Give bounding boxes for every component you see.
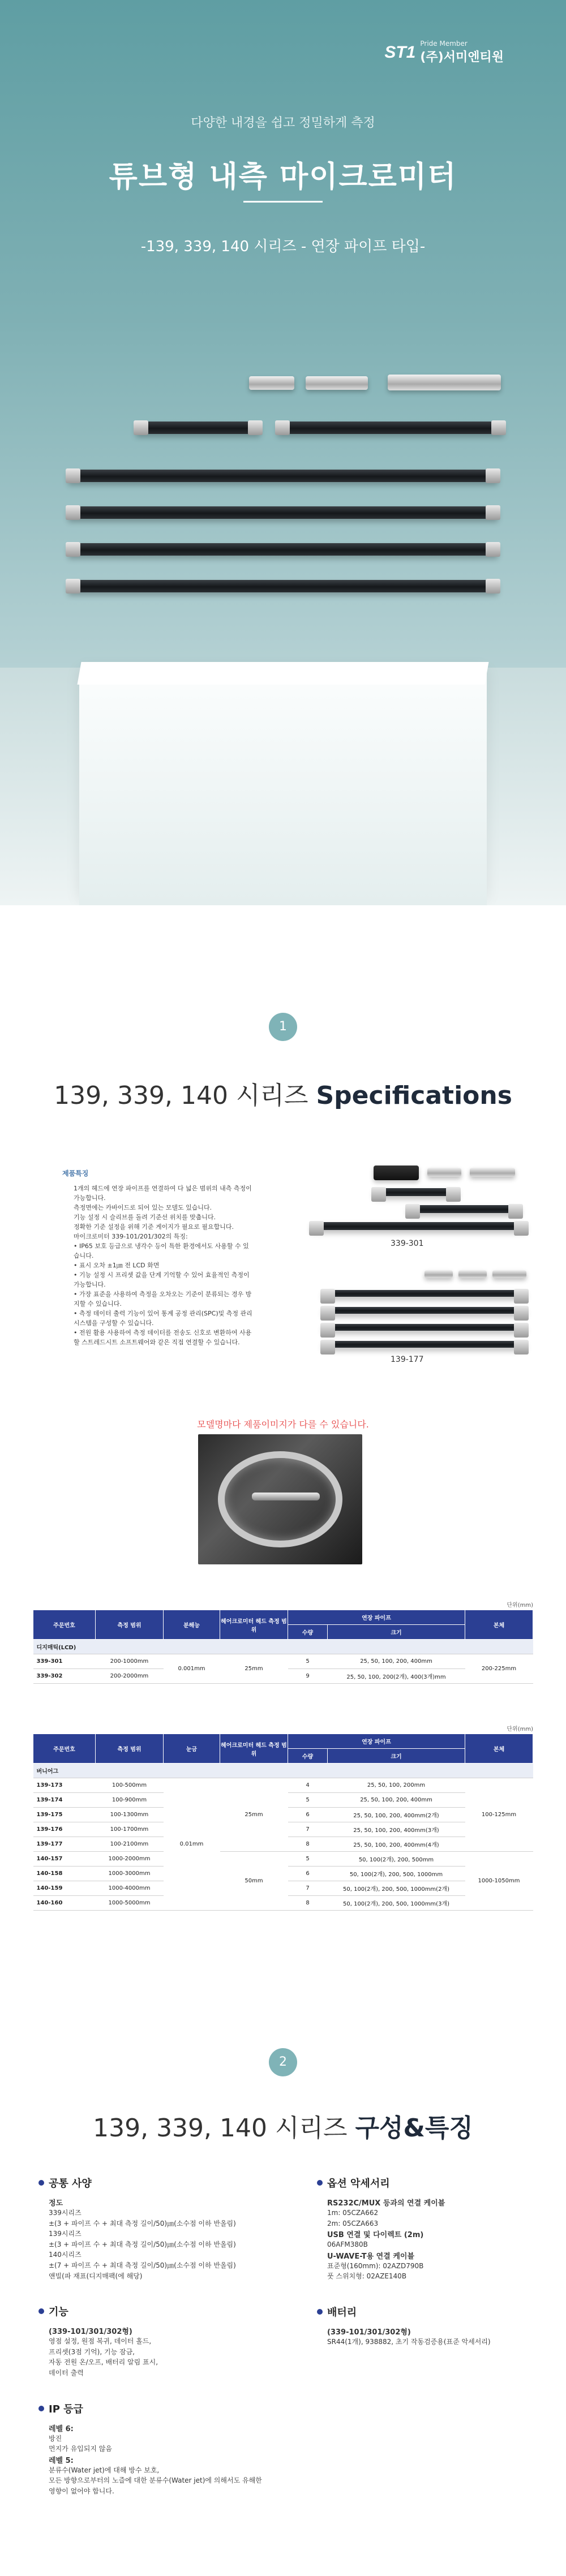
section-1-number: 1 [269, 1013, 297, 1041]
cell: 25, 50, 100, 200mm [328, 1778, 465, 1793]
option-accessory-line: 표준형(160mm): 02AZD790B [327, 2261, 424, 2270]
cell: 8 [288, 1837, 328, 1852]
cell: 50mm [220, 1852, 288, 1911]
cell: 140-159 [33, 1881, 96, 1896]
head-small-1 [427, 1168, 461, 1177]
section-2-title-regular: 139, 339, 140 시리즈 [93, 2114, 348, 2143]
cell: 200-1000mm [96, 1654, 164, 1669]
extension-pipe-1 [68, 470, 498, 482]
fig-pipe-6 [323, 1324, 526, 1331]
cell: 0.001mm [164, 1654, 220, 1684]
feature-line: 마이크로미터 339-101/201/302의 특징: [74, 1232, 188, 1240]
bullet-dot-icon [317, 2309, 323, 2315]
battery-title: 배터리 [327, 2306, 357, 2319]
table-group-label: 디지매틱(LCD) [33, 1640, 533, 1654]
common-spec-line: 140시리즈 [49, 2251, 82, 2259]
cell: 139-174 [33, 1793, 96, 1808]
feature-line: • IP65 보호 등급으로 냉각수 등이 특한 환경에서도 사용할 수 있습니다. [74, 1242, 249, 1259]
function-line: 자동 전원 온/오프, 배터리 알림 표시, [49, 2358, 158, 2367]
features-right-column [317, 2175, 549, 2370]
th-ext-pipe: 연장 파이프 [288, 1610, 465, 1625]
cell: 1000-5000mm [96, 1896, 164, 1911]
function-title: 기능 [49, 2306, 68, 2319]
cell: 6 [288, 1808, 328, 1822]
feature-line: 측정면에는 카바이드로 되어 있는 모델도 있습니다. [74, 1203, 212, 1211]
th-head-range: 헤어크로미터 헤드 측정 범위 [220, 1610, 288, 1640]
spacer [317, 2282, 549, 2304]
cell: 200-225mm [465, 1654, 533, 1684]
ip-rating-line: 방진 [49, 2434, 62, 2442]
cell: 25mm [220, 1778, 288, 1852]
th-head-range: 헤어크로미터 헤드 측정 범위 [220, 1734, 288, 1764]
cell: 100-500mm [96, 1778, 164, 1793]
extension-pipe-3 [68, 543, 498, 556]
cell: 200-2000mm [96, 1669, 164, 1684]
cell: 25, 50, 100, 200(2개), 400(3개)mm [328, 1669, 465, 1684]
ip-rating-line: 분류수(Water jet)에 대해 방수 보호, [49, 2466, 160, 2474]
cell: 7 [288, 1881, 328, 1896]
cell: 1000-2000mm [96, 1852, 164, 1867]
option-accessory-heading [317, 2175, 549, 2190]
cell: 140-157 [33, 1852, 96, 1867]
cell: 339-301 [33, 1654, 96, 1669]
cell: 5 [288, 1852, 328, 1867]
th-resolution: 분해능 [164, 1610, 220, 1640]
th-order-no: 주문번호 [33, 1734, 96, 1764]
cell: 50, 100(2개), 200, 500, 1000mm [328, 1867, 465, 1881]
option-accessory-subheading: USB 연결 및 다이렉트 (2m) [327, 2231, 424, 2240]
cell: 25mm [220, 1654, 288, 1684]
fig-label-339-301: 339-301 [391, 1239, 424, 1248]
battery-line: SR44(1개), 938882, 초기 작동검증용(표준 악세서리) [327, 2337, 491, 2346]
digital-head [374, 1166, 419, 1180]
ip-rating-title: IP 등급 [49, 2403, 83, 2415]
cell: 100-1300mm [96, 1808, 164, 1822]
function-heading [38, 2304, 271, 2319]
feature-line: 기능 설정 시 슬리브를 돌려 기준선 위치를 맞춥니다. [74, 1213, 216, 1221]
cell: 4 [288, 1778, 328, 1793]
pedestal [79, 673, 487, 905]
option-accessory-block [317, 2175, 549, 2304]
cell: 50, 100(2개), 200, 500, 1000mm(2개) [328, 1881, 465, 1896]
cell: 100-125mm [465, 1778, 533, 1852]
th-ext-pipe: 연장 파이프 [288, 1734, 465, 1749]
fig-pipe-3 [311, 1222, 526, 1230]
cell: 8 [288, 1896, 328, 1911]
cell: 25, 50, 100, 200, 400mm(3개) [328, 1822, 465, 1837]
th-qty: 수량 [288, 1625, 328, 1640]
bullet-dot-icon [38, 2308, 44, 2314]
common-spec-line: 139시리즈 [49, 2230, 82, 2238]
feature-line: • 기능 설정 시 프리셋 값을 단계 기억할 수 있어 효율적인 측정이 가능합니다. [74, 1271, 250, 1289]
product-figure [306, 1166, 532, 1369]
hero-series: -139, 339, 140 시리즈 - 연장 파이프 타입- [140, 238, 426, 255]
function-block [38, 2304, 271, 2401]
cell: 25, 50, 100, 200, 400mm [328, 1654, 465, 1669]
vernier-head-2 [458, 1270, 487, 1278]
feature-line: • 표시 오차 ±1㎛ 전 LCD 화면 [74, 1261, 160, 1269]
section-2-title [0, 2108, 566, 2144]
ip-rating-block [38, 2401, 271, 2519]
head-small-2 [470, 1168, 515, 1177]
cell: 139-176 [33, 1822, 96, 1837]
product-photo [198, 1434, 362, 1564]
th-order-no: 주문번호 [33, 1610, 96, 1640]
image-notice: 모델명마다 제품이미지가 다를 수 있습니다. [197, 1419, 369, 1430]
cell: 50, 100(2개), 200, 500mm [328, 1852, 465, 1867]
bullet-dot-icon [38, 2406, 44, 2411]
option-accessory-line: 풋 스위치형: 02AZE140B [327, 2272, 407, 2281]
spacer [38, 2379, 271, 2401]
function-line: 영점 설정, 원점 복귀, 데이터 홀드, [49, 2337, 152, 2346]
extension-pipe-short-2 [277, 422, 504, 434]
feature-line: • 전원 활용 사용하여 측정 데이터를 전송도 신호로 변환하여 사용할 스트레드시트 소프트웨어와 같은 직접 연결할 수 있습니다. [74, 1329, 252, 1347]
ip-rating-subheading: 레벨 6: [49, 2424, 74, 2433]
photo-micrometer [252, 1493, 320, 1500]
hero-divider [243, 201, 323, 203]
hero-subtitle: 다양한 내경을 쉽고 정밀하게 측정 [191, 116, 375, 130]
fig-pipe-1 [374, 1188, 458, 1196]
function-line: 데이터 출력 [49, 2368, 84, 2377]
th-graduation: 눈금 [164, 1734, 220, 1764]
cell: 9 [288, 1669, 328, 1684]
option-accessory-line: 2m: 05CZA663 [327, 2219, 379, 2227]
option-accessory-subheading: RS232C/MUX 등과의 연결 케이블 [327, 2199, 445, 2208]
battery-block [317, 2304, 549, 2370]
fig-label-139-177: 139-177 [391, 1355, 424, 1364]
th-size: 크기 [328, 1749, 465, 1764]
common-spec-line: ±(3 + 파이프 수 + 최대 측정 길이/50)㎛(소수점 이하 반올림) [49, 2219, 236, 2227]
ip-rating-heading [38, 2401, 271, 2416]
table-1-unit: 단위(mm) [507, 1602, 533, 1609]
extension-pipe-2 [68, 506, 498, 519]
common-spec-block [38, 2175, 271, 2304]
common-spec-line: ±(7 + 파이프 수 + 최대 측정 길이/50)㎛(소수점 이하 반올림) [49, 2261, 236, 2269]
th-size: 크기 [328, 1625, 465, 1640]
micrometer-head-1 [249, 376, 294, 390]
ip-rating-line: 먼지가 유입되지 않음 [49, 2445, 112, 2453]
table-row [33, 1654, 533, 1669]
cell: 139-177 [33, 1837, 96, 1852]
feature-line: • 가장 표준을 사용하여 측정을 오차오는 기준이 분류되는 경우 방지할 수 있습니다. [74, 1291, 252, 1308]
cell: 140-160 [33, 1896, 96, 1911]
battery-heading [317, 2304, 549, 2319]
extension-pipe-short-1 [136, 422, 260, 434]
cell: 25, 50, 100, 200, 400mm(2개) [328, 1808, 465, 1822]
bullet-dot-icon [38, 2180, 44, 2186]
table-row [33, 1778, 533, 1793]
cell: 5 [288, 1793, 328, 1808]
option-accessory-subheading: U-WAVE-T용 연결 케이블 [327, 2252, 414, 2261]
features-box [62, 1168, 255, 1347]
section-1-title [0, 1075, 566, 1111]
fig-pipe-2 [408, 1205, 521, 1213]
cell: 6 [288, 1867, 328, 1881]
cell: 25, 50, 100, 200, 400mm [328, 1793, 465, 1808]
spec-table-2 [33, 1734, 533, 1911]
option-accessory-title: 옵션 악세서리 [327, 2178, 390, 2190]
cell: 50, 100(2개), 200, 500, 1000mm(3개) [328, 1896, 465, 1911]
cell: 100-900mm [96, 1793, 164, 1808]
function-subheading: (339-101/301/302형) [49, 2328, 132, 2337]
feature-line: 정확한 기준 설정을 위해 기준 게이지가 필요로 필요합니다. [74, 1223, 234, 1231]
vernier-head-3 [492, 1270, 526, 1278]
micrometer-head-3 [388, 375, 501, 390]
cell: 7 [288, 1822, 328, 1837]
extension-pipe-4 [68, 580, 498, 592]
section-2-number: 2 [269, 2048, 297, 2076]
brand-mark: ST1 [384, 42, 416, 62]
th-qty: 수량 [288, 1749, 328, 1764]
function-line: 프리셋(3점 기억), 기능 잠금, [49, 2347, 135, 2356]
common-spec-title: 공통 사양 [49, 2178, 92, 2190]
cell: 100-2100mm [96, 1837, 164, 1852]
section-1-title-bold: Specifications [316, 1081, 512, 1110]
pedestal-top [77, 662, 488, 685]
fig-pipe-7 [323, 1341, 526, 1348]
cell: 1000-1050mm [465, 1852, 533, 1911]
table-2-unit: 단위(mm) [507, 1726, 533, 1732]
brand-sub: Pride Member [420, 40, 468, 48]
common-spec-line: ±(3 + 파이프 수 + 최대 측정 길이/50)㎛(소수점 이하 반올림) [49, 2240, 236, 2248]
spacer [38, 2281, 271, 2304]
cell: 25, 50, 100, 200, 400mm(4개) [328, 1837, 465, 1852]
fig-pipe-4 [323, 1290, 526, 1297]
th-body: 본체 [465, 1610, 533, 1640]
feature-line: • 측정 데이터 출력 기능이 있어 통계 공정 관리(SPC)및 측정 관리 시스템을 구성할 수 있습니다. [74, 1310, 252, 1327]
common-spec-subheading: 정도 [49, 2199, 63, 2208]
features-title: 제품특징 [62, 1169, 89, 1177]
hero-title: 튜브형 내측 마이크로미터 [109, 160, 457, 194]
micrometer-head-2 [306, 376, 368, 390]
fig-pipe-5 [323, 1307, 526, 1314]
ip-rating-line: 영향이 없어야 합니다. [49, 2487, 114, 2495]
vernier-head-1 [424, 1270, 453, 1278]
spacer [38, 2497, 271, 2519]
brand-name: (주)서미엔티원 [420, 50, 504, 64]
cell: 339-302 [33, 1669, 96, 1684]
section-2-title-bold: 구성&특징 [355, 2114, 473, 2143]
common-spec-heading [38, 2175, 271, 2190]
cell: 140-158 [33, 1867, 96, 1881]
ip-rating-line: 모든 방향으로부터의 노즐에 대한 분류수(Water jet)에 의해서도 유해한 [49, 2476, 262, 2485]
cell: 1000-3000mm [96, 1867, 164, 1881]
th-body: 본체 [465, 1734, 533, 1764]
table-group-label: 버니어그 [33, 1764, 533, 1778]
spec-table-1 [33, 1610, 533, 1684]
battery-subheading: (339-101/301/302형) [327, 2328, 411, 2337]
th-range: 측정 범위 [96, 1610, 164, 1640]
option-accessory-line: 06AFM380B [327, 2240, 368, 2249]
spacer [317, 2347, 549, 2370]
cell: 5 [288, 1654, 328, 1669]
hero-banner [0, 0, 566, 905]
cell: 139-175 [33, 1808, 96, 1822]
feature-line: 1개의 헤드에 연장 파이프를 연결하여 다 넓은 범위의 내측 측정이 가능합니다. [74, 1184, 252, 1202]
features-left-column [38, 2175, 271, 2519]
cell: 100-1700mm [96, 1822, 164, 1837]
brand-logo [384, 40, 504, 65]
common-spec-line: 앤빌(파 재표(디지매팩(에 해당) [49, 2272, 143, 2280]
section-1-title-regular: 139, 339, 140 시리즈 [54, 1081, 308, 1110]
th-range: 측정 범위 [96, 1734, 164, 1764]
cell: 139-173 [33, 1778, 96, 1793]
cell: 1000-4000mm [96, 1881, 164, 1896]
ip-rating-subheading: 레벨 5: [49, 2456, 74, 2465]
common-spec-line: 339시리즈 [49, 2209, 82, 2217]
cell: 0.01mm [164, 1778, 220, 1911]
bullet-dot-icon [317, 2180, 323, 2186]
table-row [33, 1852, 533, 1867]
option-accessory-line: 1m: 05CZA662 [327, 2209, 379, 2217]
